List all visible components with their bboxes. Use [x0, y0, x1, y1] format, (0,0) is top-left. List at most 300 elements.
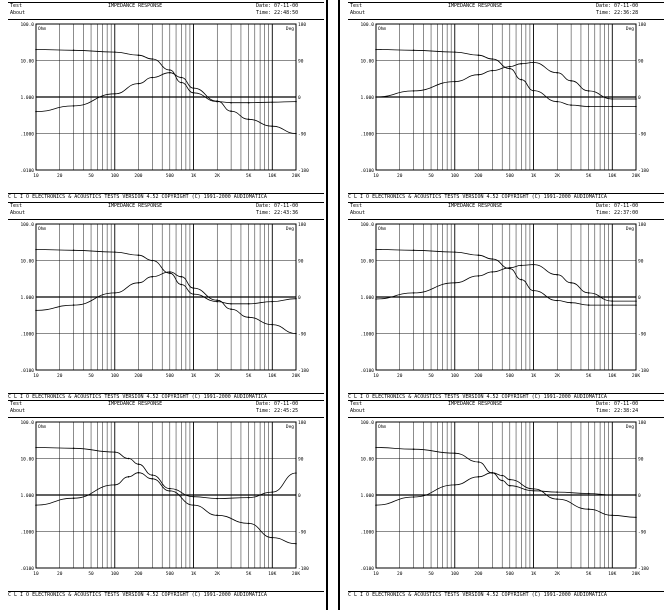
x-tick-label: 200: [474, 374, 483, 379]
phase-point: [248, 317, 250, 319]
series-line-phase: [376, 265, 636, 302]
y-left-tick-label: .0100: [20, 369, 34, 374]
y-left-tick-label: .1000: [360, 530, 374, 536]
magnitude-point: [193, 92, 195, 94]
y-left-tick-label: .0100: [360, 567, 374, 572]
x-tick-label: 10: [373, 374, 379, 379]
magnitude-point: [216, 498, 218, 500]
y-right-tick-label: 180: [638, 23, 647, 28]
y-left-tick-label: 1.000: [360, 96, 374, 101]
magnitude-point: [588, 106, 590, 108]
header-date: Date: 07-11-00: [596, 203, 639, 209]
phase-point: [492, 472, 494, 474]
magnitude-point: [138, 254, 140, 256]
phase-point: [375, 298, 377, 300]
x-tick-label: 5K: [245, 174, 252, 179]
header-date: Date: 07-11-00: [256, 401, 299, 407]
y-left-unit-label: Ohm: [378, 27, 387, 32]
phase-point: [521, 63, 523, 65]
phase-point: [35, 504, 37, 506]
y-right-tick-label: 90: [638, 457, 644, 463]
phase-point: [230, 110, 232, 112]
x-tick-label: 20: [396, 174, 403, 179]
x-tick-label: 100: [450, 174, 459, 179]
x-tick-label: 500: [165, 572, 174, 577]
y-right-tick-label: 90: [298, 457, 304, 463]
magnitude-point: [492, 58, 494, 60]
x-tick-label: 10K: [608, 174, 617, 179]
phase-point: [492, 271, 494, 273]
phase-point: [492, 70, 494, 72]
x-tick-label: 5K: [245, 572, 252, 577]
x-tick-label: 20: [56, 572, 63, 577]
header-title: IMPEDANCE RESPONSE: [448, 3, 503, 9]
y-right-tick-label: 0: [298, 296, 301, 301]
x-tick-label: 10: [373, 572, 379, 577]
phase-point: [193, 287, 195, 289]
x-tick-label: 10K: [608, 374, 617, 379]
series-line-phase: [36, 73, 296, 134]
phase-point: [295, 333, 297, 335]
x-tick-label: 20: [396, 374, 403, 379]
phase-point: [169, 72, 171, 74]
magnitude-point: [138, 463, 140, 465]
magnitude-point: [152, 474, 154, 476]
x-tick-label: 2K: [214, 374, 220, 379]
y-right-tick-label: 90: [298, 59, 304, 65]
x-tick-label: 500: [505, 572, 514, 577]
phase-point: [181, 77, 183, 79]
x-tick-label: 20K: [631, 374, 641, 379]
phase-point: [556, 72, 558, 74]
phase-point: [152, 478, 154, 480]
y-left-tick-label: 10.00: [360, 259, 374, 265]
magnitude-point: [478, 54, 480, 56]
y-right-tick-label: -180: [638, 169, 649, 174]
phase-point: [375, 504, 377, 506]
magnitude-point: [230, 303, 232, 305]
y-right-tick-label: 0: [638, 296, 641, 301]
x-tick-label: 10: [373, 174, 379, 179]
magnitude-point: [230, 102, 232, 104]
header-date: Date: 07-11-00: [596, 401, 639, 407]
phase-point: [216, 100, 218, 102]
y-right-tick-label: -90: [298, 530, 307, 536]
magnitude-point: [138, 54, 140, 56]
magnitude-point: [181, 284, 183, 286]
y-left-tick-label: 1.000: [20, 494, 34, 499]
phase-point: [138, 472, 140, 474]
x-tick-label: 500: [505, 374, 514, 379]
magnitude-point: [114, 51, 116, 53]
impedance-panel: [348, 400, 664, 598]
phase-point: [588, 508, 590, 510]
y-left-tick-label: 1.000: [20, 96, 34, 101]
y-left-tick-label: .0100: [360, 369, 374, 374]
y-left-tick-label: .1000: [360, 332, 374, 338]
y-left-unit-label: Ohm: [38, 27, 47, 32]
phase-point: [169, 271, 171, 273]
x-tick-label: 1K: [190, 174, 197, 179]
phase-point: [272, 125, 274, 127]
x-tick-label: 2K: [214, 174, 220, 179]
magnitude-point: [612, 304, 614, 306]
phase-point: [454, 282, 456, 284]
phase-point: [413, 496, 415, 498]
x-tick-label: 1K: [530, 572, 537, 577]
impedance-panel: [8, 400, 324, 598]
magnitude-point: [413, 250, 415, 252]
x-tick-label: 100: [110, 174, 119, 179]
magnitude-point: [509, 485, 511, 487]
phase-point: [152, 77, 154, 79]
impedance-panel: [8, 202, 324, 400]
header-test-label: Test: [10, 3, 23, 9]
x-tick-label: 10: [33, 374, 39, 379]
magnitude-point: [35, 49, 37, 51]
header-title: IMPEDANCE RESPONSE: [108, 203, 163, 209]
magnitude-point: [478, 254, 480, 256]
panel-footer: C L I O ELECTRONICS & ACOUSTICS TESTS VERSION 4.52 COPYRIGHT (C) 1991-2000 AUDIOMATICA: [348, 193, 664, 201]
x-tick-label: 200: [134, 374, 143, 379]
magnitude-point: [588, 493, 590, 495]
phase-point: [138, 282, 140, 284]
y-left-tick-label: 100.0: [20, 421, 34, 426]
phase-point: [114, 93, 116, 95]
phase-point: [248, 119, 250, 121]
y-right-tick-label: 90: [638, 59, 644, 65]
y-left-tick-label: 100.0: [20, 23, 34, 28]
y-left-tick-label: 10.00: [20, 259, 34, 265]
phase-point: [501, 475, 503, 477]
column-divider-rule-2: [338, 0, 340, 610]
phase-point: [612, 98, 614, 100]
y-right-unit-label: Deg: [285, 227, 294, 232]
phase-point: [478, 74, 480, 76]
impedance-panel: [348, 2, 664, 200]
magnitude-point: [635, 304, 637, 306]
x-tick-label: 500: [165, 374, 174, 379]
header-date: Date: 07-11-00: [256, 3, 299, 9]
phase-point: [193, 504, 195, 506]
magnitude-point: [128, 458, 130, 460]
x-tick-label: 100: [450, 572, 459, 577]
phase-point: [114, 484, 116, 486]
y-right-tick-label: 180: [638, 223, 647, 228]
x-tick-label: 500: [165, 174, 174, 179]
phase-point: [193, 87, 195, 89]
magnitude-point: [521, 79, 523, 81]
y-left-unit-label: Ohm: [38, 425, 47, 430]
x-tick-label: 20K: [291, 174, 301, 179]
magnitude-point: [454, 452, 456, 454]
magnitude-point: [375, 249, 377, 251]
column-divider-rule: [326, 0, 328, 610]
y-right-tick-label: 0: [298, 96, 301, 101]
magnitude-point: [478, 461, 480, 463]
x-tick-label: 20: [56, 374, 63, 379]
y-left-unit-label: Ohm: [378, 425, 387, 430]
phase-point: [588, 292, 590, 294]
magnitude-point: [521, 279, 523, 281]
phase-point: [509, 267, 511, 269]
x-tick-label: 50: [88, 174, 94, 179]
y-right-tick-label: -90: [638, 530, 647, 536]
magnitude-point: [413, 50, 415, 52]
y-left-tick-label: 1.000: [360, 494, 374, 499]
x-tick-label: 20: [396, 572, 403, 577]
impedance-chart: [354, 218, 654, 392]
phase-point: [478, 476, 480, 478]
magnitude-point: [375, 447, 377, 449]
magnitude-point: [248, 497, 250, 499]
x-tick-label: 500: [505, 174, 514, 179]
x-tick-label: 10: [33, 572, 39, 577]
x-tick-label: 20K: [291, 374, 301, 379]
y-left-tick-label: .0100: [20, 567, 34, 572]
phase-point: [454, 81, 456, 83]
phase-point: [509, 479, 511, 481]
header-about-label: About: [350, 408, 366, 414]
header-test-label: Test: [350, 3, 363, 9]
y-right-tick-label: -180: [298, 567, 309, 572]
series-line-magnitude: [36, 250, 296, 304]
impedance-chart: [14, 416, 314, 590]
x-tick-label: 5K: [585, 374, 592, 379]
phase-point: [556, 498, 558, 500]
phase-point: [635, 300, 637, 302]
y-left-tick-label: .1000: [20, 332, 34, 338]
header-test-label: Test: [10, 401, 23, 407]
y-left-tick-label: 100.0: [360, 421, 374, 426]
series-line-magnitude: [36, 50, 296, 103]
x-tick-label: 1K: [190, 572, 197, 577]
y-left-tick-label: 1.000: [360, 296, 374, 301]
magnitude-point: [295, 101, 297, 103]
x-tick-label: 2K: [554, 572, 560, 577]
magnitude-point: [509, 68, 511, 70]
y-left-tick-label: 1.000: [20, 296, 34, 301]
magnitude-point: [635, 494, 637, 496]
header-test-label: Test: [350, 203, 363, 209]
y-right-tick-label: 90: [638, 259, 644, 265]
phase-point: [169, 490, 171, 492]
y-right-tick-label: -90: [638, 332, 647, 338]
phase-point: [570, 282, 572, 284]
right-column: [348, 0, 664, 610]
magnitude-point: [193, 293, 195, 295]
phase-point: [35, 310, 37, 312]
header-time: Time: 22:43:36: [256, 210, 299, 216]
phase-point: [612, 515, 614, 517]
x-tick-label: 10K: [268, 174, 277, 179]
header-time: Time: 22:48:50: [256, 10, 299, 16]
x-tick-label: 200: [474, 174, 483, 179]
phase-point: [35, 111, 37, 113]
magnitude-point: [272, 101, 274, 103]
magnitude-point: [35, 447, 37, 449]
y-left-tick-label: .0100: [360, 169, 374, 174]
phase-point: [533, 488, 535, 490]
y-right-tick-label: -90: [298, 332, 307, 338]
magnitude-point: [73, 448, 75, 450]
x-tick-label: 10K: [268, 374, 277, 379]
phase-point: [181, 276, 183, 278]
header-about-label: About: [350, 210, 366, 216]
x-tick-label: 20K: [291, 572, 301, 577]
y-right-tick-label: -180: [638, 567, 649, 572]
x-tick-label: 5K: [585, 174, 592, 179]
magnitude-point: [612, 494, 614, 496]
phase-point: [413, 292, 415, 294]
phase-point: [216, 515, 218, 517]
phase-point: [248, 523, 250, 525]
x-tick-label: 50: [428, 174, 434, 179]
magnitude-point: [454, 51, 456, 53]
magnitude-point: [635, 106, 637, 108]
phase-point: [73, 304, 75, 306]
magnitude-point: [570, 104, 572, 106]
y-right-tick-label: 0: [638, 96, 641, 101]
header-title: IMPEDANCE RESPONSE: [108, 401, 163, 407]
y-left-tick-label: 100.0: [360, 23, 374, 28]
header-time: Time: 22:38:24: [596, 408, 639, 414]
y-left-tick-label: .1000: [360, 132, 374, 138]
phase-point: [454, 484, 456, 486]
series-line-magnitude: [36, 448, 296, 499]
x-tick-label: 2K: [214, 572, 220, 577]
impedance-chart: [354, 18, 654, 192]
phase-point: [588, 90, 590, 92]
series-line-phase: [36, 473, 296, 544]
impedance-chart: [14, 18, 314, 192]
series-line-magnitude: [376, 50, 636, 107]
magnitude-point: [556, 491, 558, 493]
header-title: IMPEDANCE RESPONSE: [448, 203, 503, 209]
y-right-tick-label: -90: [638, 132, 647, 138]
x-tick-label: 2K: [554, 174, 560, 179]
x-tick-label: 10: [33, 174, 39, 179]
y-right-tick-label: 180: [298, 421, 307, 426]
header-title: IMPEDANCE RESPONSE: [108, 3, 163, 9]
y-right-unit-label: Deg: [625, 27, 634, 32]
header-date: Date: 07-11-00: [596, 3, 639, 9]
magnitude-point: [181, 82, 183, 84]
magnitude-point: [114, 451, 116, 453]
y-left-unit-label: Ohm: [378, 227, 387, 232]
x-tick-label: 200: [134, 572, 143, 577]
phase-point: [272, 537, 274, 539]
magnitude-point: [272, 491, 274, 493]
y-right-tick-label: 90: [298, 259, 304, 265]
phase-point: [138, 83, 140, 85]
header-about-label: About: [350, 10, 366, 16]
magnitude-point: [295, 472, 297, 474]
phase-point: [413, 90, 415, 92]
phase-point: [295, 543, 297, 545]
y-right-tick-label: -180: [638, 369, 649, 374]
left-column: [8, 0, 324, 610]
impedance-chart: [14, 218, 314, 392]
x-tick-label: 50: [88, 572, 94, 577]
header-about-label: About: [10, 10, 26, 16]
phase-point: [478, 275, 480, 277]
magnitude-point: [169, 488, 171, 490]
y-right-tick-label: 0: [298, 494, 301, 499]
magnitude-point: [533, 290, 535, 292]
x-tick-label: 1K: [530, 174, 537, 179]
x-tick-label: 200: [474, 572, 483, 577]
y-right-tick-label: 180: [298, 23, 307, 28]
magnitude-point: [375, 49, 377, 51]
x-tick-label: 50: [428, 572, 434, 577]
phase-point: [73, 105, 75, 107]
magnitude-point: [114, 251, 116, 253]
y-left-unit-label: Ohm: [38, 227, 47, 232]
x-tick-label: 20K: [631, 572, 641, 577]
magnitude-point: [169, 69, 171, 71]
phase-point: [216, 299, 218, 301]
header-about-label: About: [10, 210, 26, 216]
phase-point: [128, 476, 130, 478]
y-left-tick-label: 10.00: [360, 59, 374, 65]
magnitude-point: [492, 258, 494, 260]
magnitude-point: [588, 304, 590, 306]
magnitude-point: [570, 302, 572, 304]
magnitude-point: [272, 301, 274, 303]
magnitude-point: [556, 101, 558, 103]
x-tick-label: 50: [88, 374, 94, 379]
impedance-panel: [348, 202, 664, 400]
phase-point: [635, 98, 637, 100]
header-time: Time: 22:45:25: [256, 408, 299, 414]
x-tick-label: 10K: [608, 572, 617, 577]
x-tick-label: 200: [134, 174, 143, 179]
y-left-tick-label: 100.0: [20, 223, 34, 228]
phase-point: [509, 66, 511, 68]
x-tick-label: 2K: [554, 374, 560, 379]
y-right-tick-label: 180: [298, 223, 307, 228]
phase-point: [635, 517, 637, 519]
x-tick-label: 20K: [631, 174, 641, 179]
y-left-tick-label: .1000: [20, 132, 34, 138]
impedance-chart: [354, 416, 654, 590]
impedance-panel: [8, 2, 324, 200]
y-left-tick-label: 100.0: [360, 223, 374, 228]
header-test-label: Test: [350, 401, 363, 407]
phase-point: [73, 497, 75, 499]
header-date: Date: 07-11-00: [256, 203, 299, 209]
header-time: Time: 22:36:28: [596, 10, 639, 16]
phase-point: [295, 133, 297, 135]
panel-footer: C L I O ELECTRONICS & ACOUSTICS TESTS VERSION 4.52 COPYRIGHT (C) 1991-2000 AUDIOMATICA: [348, 591, 664, 599]
magnitude-point: [533, 490, 535, 492]
y-right-unit-label: Deg: [285, 425, 294, 430]
magnitude-point: [152, 260, 154, 262]
header-title: IMPEDANCE RESPONSE: [448, 401, 503, 407]
magnitude-point: [193, 496, 195, 498]
y-right-tick-label: -90: [298, 132, 307, 138]
header-time: Time: 22:37:00: [596, 210, 639, 216]
magnitude-point: [248, 303, 250, 305]
x-tick-label: 1K: [190, 374, 197, 379]
phase-point: [556, 274, 558, 276]
phase-point: [375, 96, 377, 98]
phase-point: [612, 300, 614, 302]
y-left-tick-label: .1000: [20, 530, 34, 536]
magnitude-point: [152, 58, 154, 60]
x-tick-label: 100: [450, 374, 459, 379]
